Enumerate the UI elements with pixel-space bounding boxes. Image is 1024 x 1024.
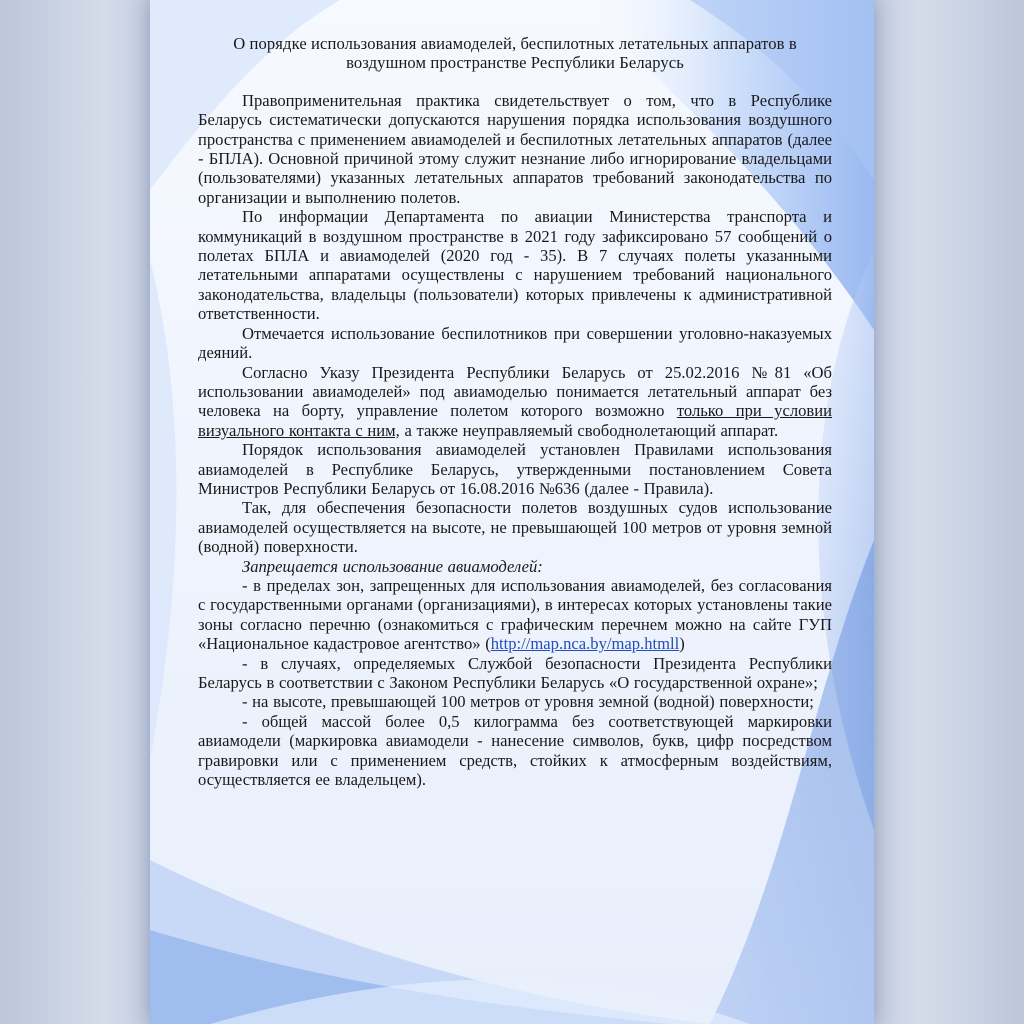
document-sheet (150, 0, 874, 1024)
decree-text-before: Согласно Указу Президента Республики Беларусь от 25.02.2016 №81 «Об использовании авиамоделей» под авиамоделью понимается летательный аппарат без человека на борту, управление полетом которого возможно (198, 362, 832, 421)
prohibited-heading: Запрещается использование авиамоделей: (242, 556, 543, 576)
map-link[interactable]: http://map.nca.by/map.htmll (490, 634, 680, 654)
zones-text-after: ) (679, 634, 685, 654)
decree-text-after: а также неуправляемый свободнолетающий аппарат. (399, 420, 779, 440)
prohibited-item-zones (198, 576, 832, 654)
decree-underlined-text: только при условии визуального контакта с ним, (198, 401, 833, 440)
paragraph-decree-definition (198, 363, 832, 441)
left-blurred-border (0, 0, 150, 1024)
document-content (198, 34, 832, 789)
paragraph-practice: Правоприменительная практика свидетельствует о том, что в Республике Беларусь систематически допускаются нарушения порядка использования воздушного пространства с применением авиамоделей и беспилотных летательных аппаратов (далее - БПЛА). Основной причиной этому служит незнание либо игнорирование владельцами (пользователями) указанных летательных аппаратов требований законодательства по организации и выполнению полетов. (198, 90, 832, 207)
prohibited-item-height: - на высоте, превышающей 100 метров от уровня земной (водной) поверхности; (242, 692, 814, 712)
right-blurred-border (874, 0, 1024, 1024)
paragraph-statistics: По информации Департамента по авиации Министерства транспорта и коммуникаций в воздушном пространстве в 2021 году зафиксировано 57 сообщений о полетах БПЛА и авиамоделей (2020 год - 35). В 7 случаях полеты указанными летательными аппаратами осуществлены с нарушением требований национального законодательства, владельцы (пользователи) которых привлечены к административной ответственности. (198, 207, 832, 324)
paragraph-rules: Порядок использования авиамоделей установлен Правилами использования авиамоделей в Республике Беларусь, утвержденными постановлением Совета Министров Республики Беларусь от 16.08.2016 №636 (далее - Правила). (198, 440, 832, 498)
prohibited-item-security-service: - в случаях, определяемых Службой безопасности Президента Республики Беларусь в соответствии с Законом Республики Беларусь «О государственной охране»; (198, 653, 832, 692)
paragraph-criminal-use: Отмечается использование беспилотников при совершении уголовно-наказуемых деяний. (198, 323, 832, 363)
zones-text-before: - в пределах зон, запрещенных для использования авиамоделей, без согласования с государственными органами (организациями), в интересах которых установлены такие зоны согласно перечню (ознакомиться с графическим перечнем можно на сайте ГУП «Национальное кадастровое агентство» ( (198, 575, 832, 654)
paragraph-height-limit: Так, для обеспечения безопасности полетов воздушных судов использование авиамоделей осуществляется на высоте, не превышающей 100 метров от уровня земной (водной) поверхности. (198, 498, 832, 557)
prohibited-item-mass: - общей массой более 0,5 килограмма без соответствующей маркировки авиамодели (маркировка авиамодели - нанесение символов, букв, цифр посредством гравировки или с применением средств, стойких к атмосферным воздействиям, осуществляется ее владельцем). (198, 711, 832, 790)
document-title: О порядке использования авиамоделей, беспилотных летательных аппаратов в воздушном пространстве Республики Беларусь (233, 34, 797, 73)
